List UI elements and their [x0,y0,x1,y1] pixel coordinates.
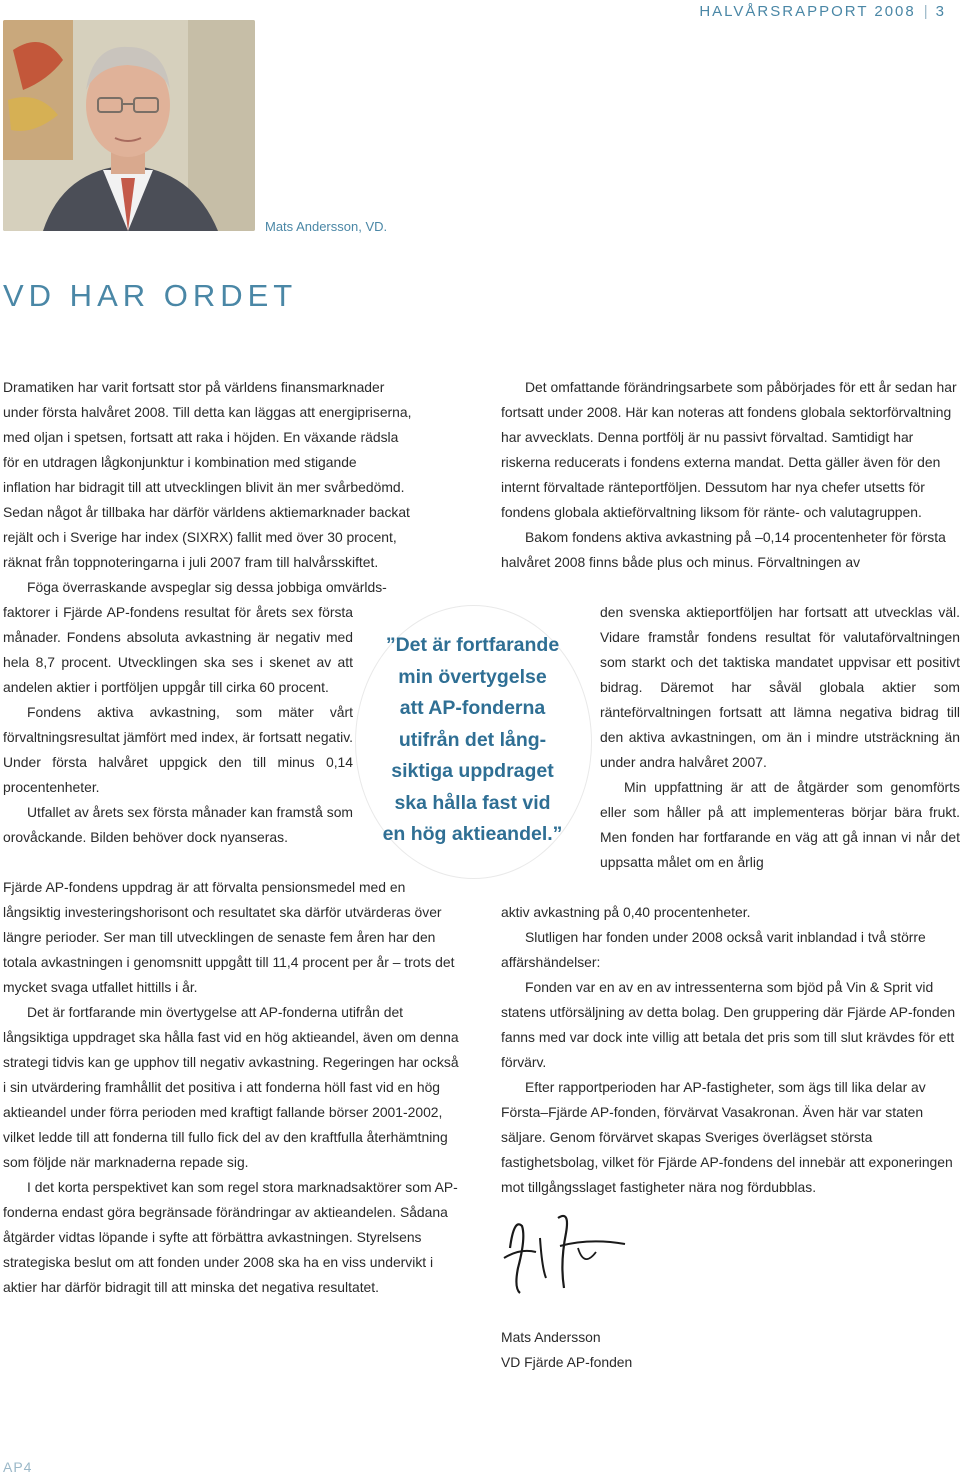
page-title: VD HAR ORDET [3,278,298,313]
handwritten-signature [500,1208,630,1298]
paragraph: aktiv avkastning på 0,40 procentenheter. [501,904,751,920]
right-column-intro [501,375,960,575]
text-line: Sedan något år tillbaka har därför världens aktiemarknader backat [3,504,410,520]
photo-caption: Mats Andersson, VD. [265,219,388,234]
header-separator: | [923,3,928,20]
right-column-narrow [600,600,960,875]
paragraph: Fjärde AP-fondens uppdrag är att förvalta pensionsmedel med en långsiktig investeringshorisont och resultatet ska därför utvärderas över längre perioder. Ser man till utvecklingen de senaste fem åren har den totala avkastningen i genomsnitt uppgått till 11,4 procent per år – trots det mycket svaga utfallet hittills i år. [3,879,455,995]
paragraph: den svenska aktieportföljen har fortsatt att utvecklas väl. Vidare framstår fondens resultat för valutaförvaltningen som starkt och det taktiska mandatet uppvisar ett positivt bidrag. Däremot har såväl globala aktier som ränteförvaltningen fortsatt att lämna negativa bidrag till den aktiva avkastningen, om än i mindre utsträckning än under andra halvåret 2007. [600,604,960,770]
paragraph: faktorer i Fjärde AP-fondens resultat för årets sex första månader. Fondens absoluta avkastning är negativ med hela 8,7 procent. Utvecklingen ska ses i skenet av att andelen aktier i portföljen uppgår till cirka 60 procent. [3,604,353,695]
quote-line: min övertygelse [398,665,547,688]
paragraph: Det är fortfarande min övertygelse att AP-fonderna utifrån det långsiktiga uppdraget ska hålla fast vid en hög aktieandel, även om denna strategi tidvis kan ge upphov till negativ avkastning. Regeringen har också i sin utvärdering framhållit det positiva i att fonderna höll fast vid en hög aktieandel under förra perioden med kraftigt fallande börser 2001-2002, vilket ledde till att fonderna till fullo fick del av den kraftfulla återhämtning som följde när marknaderna repade sig. [3,1004,459,1170]
text-line: under första halvåret 2008. Till detta kan läggas att energipriserna, [3,404,412,420]
signoff-name: Mats Andersson [501,1329,601,1345]
portrait-photo [3,20,255,231]
paragraph: Fonden var en av en av intressenterna som bjöd på Vin & Sprit vid statens utförsäljning av detta bolag. Den gruppering där Fjärde AP-fonden fanns med var dock inte villig att betala det pris som till slut krävdes för ett förvärv. [501,979,956,1070]
running-header [699,3,946,20]
signoff [501,1325,632,1375]
footer-logo: AP4 [3,1459,33,1475]
text-line: inflation har bidragit till att utvecklingen blivit än mer svårbedömd. [3,479,405,495]
paragraph: Fondens aktiva avkastning, som mäter vårt förvaltningsresultat jämfört med index, är fortsatt negativ. Under första halvåret uppgick den till minus 0,14 procentenheter. [3,704,353,795]
left-column-bottom [3,875,465,1300]
quote-line: en hög aktieandel.” [382,823,563,845]
quote-line: siktiga uppdraget [391,760,554,782]
text-line: med oljan i spetsen, fortsatt att raka i höjden. En växande rädsla [3,429,399,445]
paragraph: Slutligen har fonden under 2008 också varit inblandad i två större affärshändelser: [501,929,926,970]
signoff-role: VD Fjärde AP-fonden [501,1354,633,1370]
text-line: för en utdragen lågkonjunktur i kombination med stigande [3,454,357,470]
text-line: rejält och i Sverige har index (SIXRX) fallit med över 30 procent, [3,529,397,545]
text-line: räknat från toppnoteringarna i juli 2007 fram till halvårsskiftet. [3,554,379,570]
quote-line: utifrån det lång- [398,728,547,751]
left-column-intro [3,375,475,600]
paragraph: I det korta perspektivet kan som regel stora marknadsaktörer som AP-fonderna endast göra begränsade förändringar av aktieandelen. Sådana åtgärder vidtas löpande i syfte att förbättra avkastningen. Styrelsens strategiska beslut om att fonden under 2008 ska ha en viss undervikt i aktier har därför bidragit till att minska det negativa resultatet. [3,1179,458,1295]
paragraph: Det omfattande förändringsarbete som påbörjades för ett år sedan har fortsatt under 2008. Här kan noteras att fondens globala sektorförvaltning har avvecklats. Denna portfölj är nu passivt förvaltad. Samtidigt har riskerna reducerats i fondens externa mandat. Detta gäller även för den internt förvaltade ränteportföljen. Dessutom har nya chefer utsetts för fondens globala aktieförvaltning liksom för ränte- och valutagruppen. [501,379,957,520]
pull-quote [365,630,580,851]
text-line: Föga överraskande avspeglar sig dessa jobbiga omvärlds- [27,579,387,595]
page-number: 3 [935,3,946,20]
right-column-bottom [501,900,959,1200]
left-column-narrow [3,600,353,850]
quote-line: ”Det är fortfarande [385,634,560,656]
quote-line: ska hålla fast vid [394,791,551,814]
paragraph: Utfallet av årets sex första månader kan framstå som orovåckande. Bilden behöver dock nyanseras. [3,804,353,845]
paragraph: Min uppfattning är att de åtgärder som genomförts eller som håller på att implementeras börjar bära frukt. Men fonden har fortfarande en väg att gå innan vi når det uppsatta målet om en årlig [600,779,960,870]
paragraph: Bakom fondens aktiva avkastning på –0,14 procentenheter för första halvåret 2008 finns både plus och minus. Förvaltningen av [501,529,946,570]
text-line: Dramatiken har varit fortsatt stor på världens finansmarknader [3,379,385,395]
report-title: HALVÅRSRAPPORT 2008 [699,3,916,20]
paragraph: Efter rapportperioden har AP-fastigheter, som ägs till lika delar av Första–Fjärde AP-fonden, förvärvat Vasakronan. Även här var staten säljare. Genom förvärvet skapas Sveriges överlägset största fastighetsbolag, vilket för Fjärde AP-fondens del innebär att exponeringen mot tillgångsslaget fastigheter nära nog fördubblas. [501,1079,953,1195]
quote-line: att AP-fonderna [399,697,546,719]
